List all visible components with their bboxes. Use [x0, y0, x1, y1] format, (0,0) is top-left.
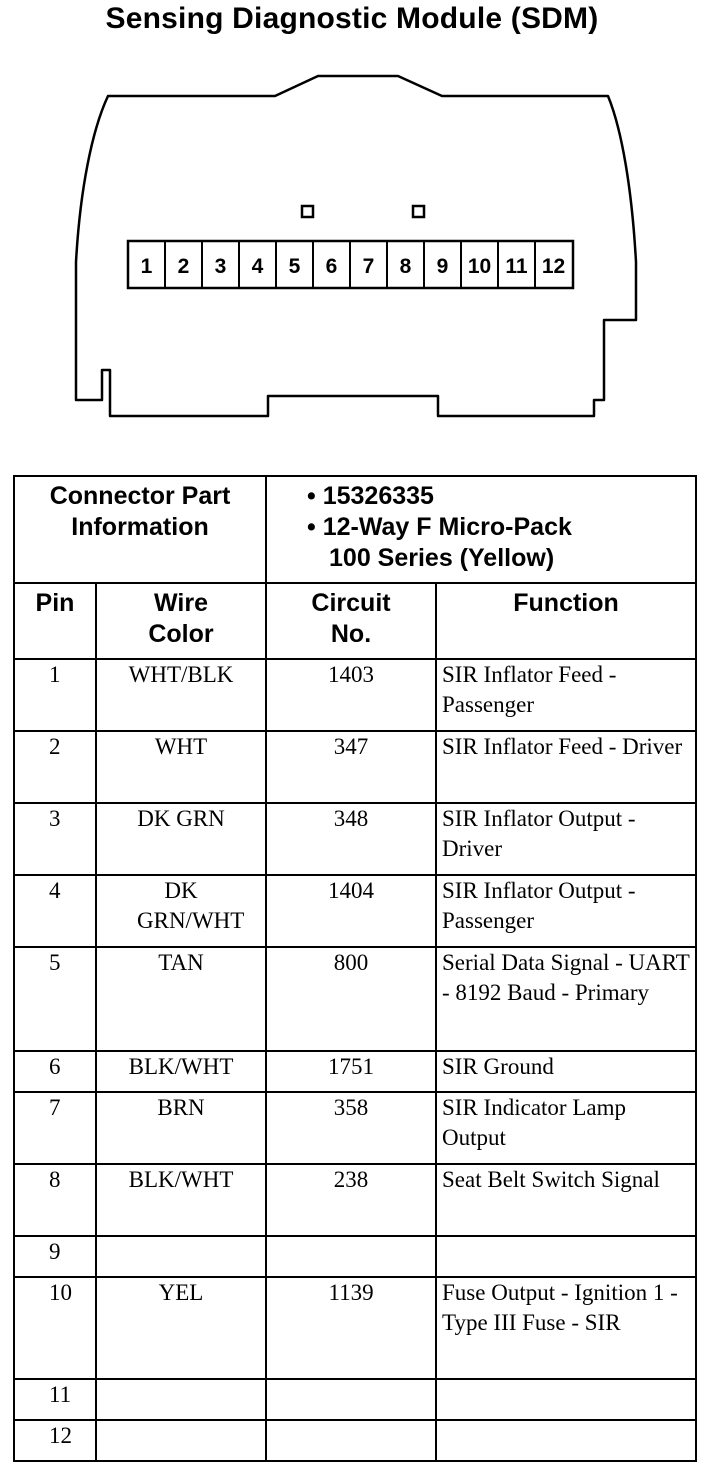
pin-cell: 8	[14, 1164, 96, 1236]
pin-cell: 12	[14, 1420, 96, 1461]
latch-tab-left	[302, 206, 313, 217]
pin-label: 9	[436, 255, 449, 278]
table-row	[14, 1236, 696, 1277]
col-header-function: Function	[436, 583, 696, 659]
connector-diagram	[0, 0, 704, 440]
col-header-circuit-no: Circuit No.	[266, 583, 436, 659]
pin-label: 7	[362, 255, 375, 278]
page-title: Sensing Diagnostic Module (SDM)	[105, 2, 599, 35]
wire-color-cell: DK GRN/WHT	[96, 875, 266, 947]
pin-label: 3	[214, 255, 227, 278]
wire-color-cell: DK GRN	[96, 803, 266, 875]
pin-cell: 6	[14, 1051, 96, 1092]
latch-tab-right	[413, 206, 424, 217]
table-row	[14, 1420, 696, 1461]
connector-pinout-table	[13, 475, 697, 1462]
wire-color-cell: BRN	[96, 1092, 266, 1164]
table-row	[14, 659, 696, 731]
function-cell	[436, 1379, 696, 1420]
function-cell	[436, 1236, 696, 1277]
circuit-cell: 348	[266, 803, 436, 875]
wire-color-cell	[96, 1236, 266, 1277]
wire-color-cell: BLK/WHT	[96, 1051, 266, 1092]
circuit-cell	[266, 1420, 436, 1461]
function-cell: SIR Inflator Feed - Driver	[436, 731, 696, 803]
part-info-label: Connector Part Information	[14, 476, 266, 583]
pin-label: 12	[541, 255, 566, 278]
connector-type: • 12-Way F Micro-Pack	[307, 513, 572, 541]
pin-label: 8	[399, 255, 412, 278]
table-row	[14, 947, 696, 1051]
pin-cell: 3	[14, 803, 96, 875]
circuit-cell: 1403	[266, 659, 436, 731]
pin-cell: 11	[14, 1379, 96, 1420]
table-row	[14, 1164, 696, 1236]
part-number: • 15326335	[307, 482, 434, 510]
table-row	[14, 1092, 696, 1164]
column-header-row	[14, 583, 696, 659]
circuit-cell: 1139	[266, 1277, 436, 1379]
wire-color-cell	[96, 1420, 266, 1461]
function-cell	[436, 1420, 696, 1461]
circuit-cell: 1751	[266, 1051, 436, 1092]
pin-label: 11	[505, 255, 528, 278]
col-header-pin: Pin	[14, 583, 96, 659]
function-cell: SIR Ground	[436, 1051, 696, 1092]
pin-cell: 7	[14, 1092, 96, 1164]
pin-cell: 10	[14, 1277, 96, 1379]
pin-label: 2	[177, 255, 190, 278]
pinout-rows	[14, 659, 696, 1461]
pin-cell: 9	[14, 1236, 96, 1277]
pin-cell: 1	[14, 659, 96, 731]
circuit-cell: 238	[266, 1164, 436, 1236]
wire-color-cell: TAN	[96, 947, 266, 1051]
connector-series: 100 Series (Yellow)	[329, 544, 555, 572]
function-cell: Serial Data Signal - UART - 8192 Baud - Primary	[436, 947, 696, 1051]
function-cell: SIR Inflator Output - Passenger	[436, 875, 696, 947]
col-header-wire-color: Wire Color	[96, 583, 266, 659]
pin-label: 6	[325, 255, 338, 278]
pin-label: 10	[467, 255, 492, 278]
function-cell: Fuse Output - Ignition 1 - Type III Fuse - SIR	[436, 1277, 696, 1379]
table-row	[14, 731, 696, 803]
circuit-cell	[266, 1379, 436, 1420]
table-row	[14, 803, 696, 875]
table-row	[14, 1277, 696, 1379]
circuit-cell: 800	[266, 947, 436, 1051]
pin-cell: 5	[14, 947, 96, 1051]
function-cell: SIR Inflator Output - Driver	[436, 803, 696, 875]
part-info-row	[14, 476, 696, 583]
wire-color-cell: BLK/WHT	[96, 1164, 266, 1236]
function-cell: Seat Belt Switch Signal	[436, 1164, 696, 1236]
pin-label: 4	[251, 255, 264, 278]
table-row	[14, 1051, 696, 1092]
table-row	[14, 875, 696, 947]
connector-housing-outline	[76, 76, 636, 416]
circuit-cell	[266, 1236, 436, 1277]
pin-label: 1	[140, 255, 153, 278]
function-cell: SIR Inflator Feed - Passenger	[436, 659, 696, 731]
pin-label: 5	[288, 255, 301, 278]
circuit-cell: 347	[266, 731, 436, 803]
table-row	[14, 1379, 696, 1420]
pin-cell: 4	[14, 875, 96, 947]
pin-labels	[141, 255, 566, 278]
pin-cell: 2	[14, 731, 96, 803]
wire-color-cell	[96, 1379, 266, 1420]
wire-color-cell: WHT/BLK	[96, 659, 266, 731]
function-cell: SIR Indicator Lamp Output	[436, 1092, 696, 1164]
part-info-values	[266, 476, 696, 583]
circuit-cell: 358	[266, 1092, 436, 1164]
wire-color-cell: YEL	[96, 1277, 266, 1379]
wire-color-cell: WHT	[96, 731, 266, 803]
circuit-cell: 1404	[266, 875, 436, 947]
